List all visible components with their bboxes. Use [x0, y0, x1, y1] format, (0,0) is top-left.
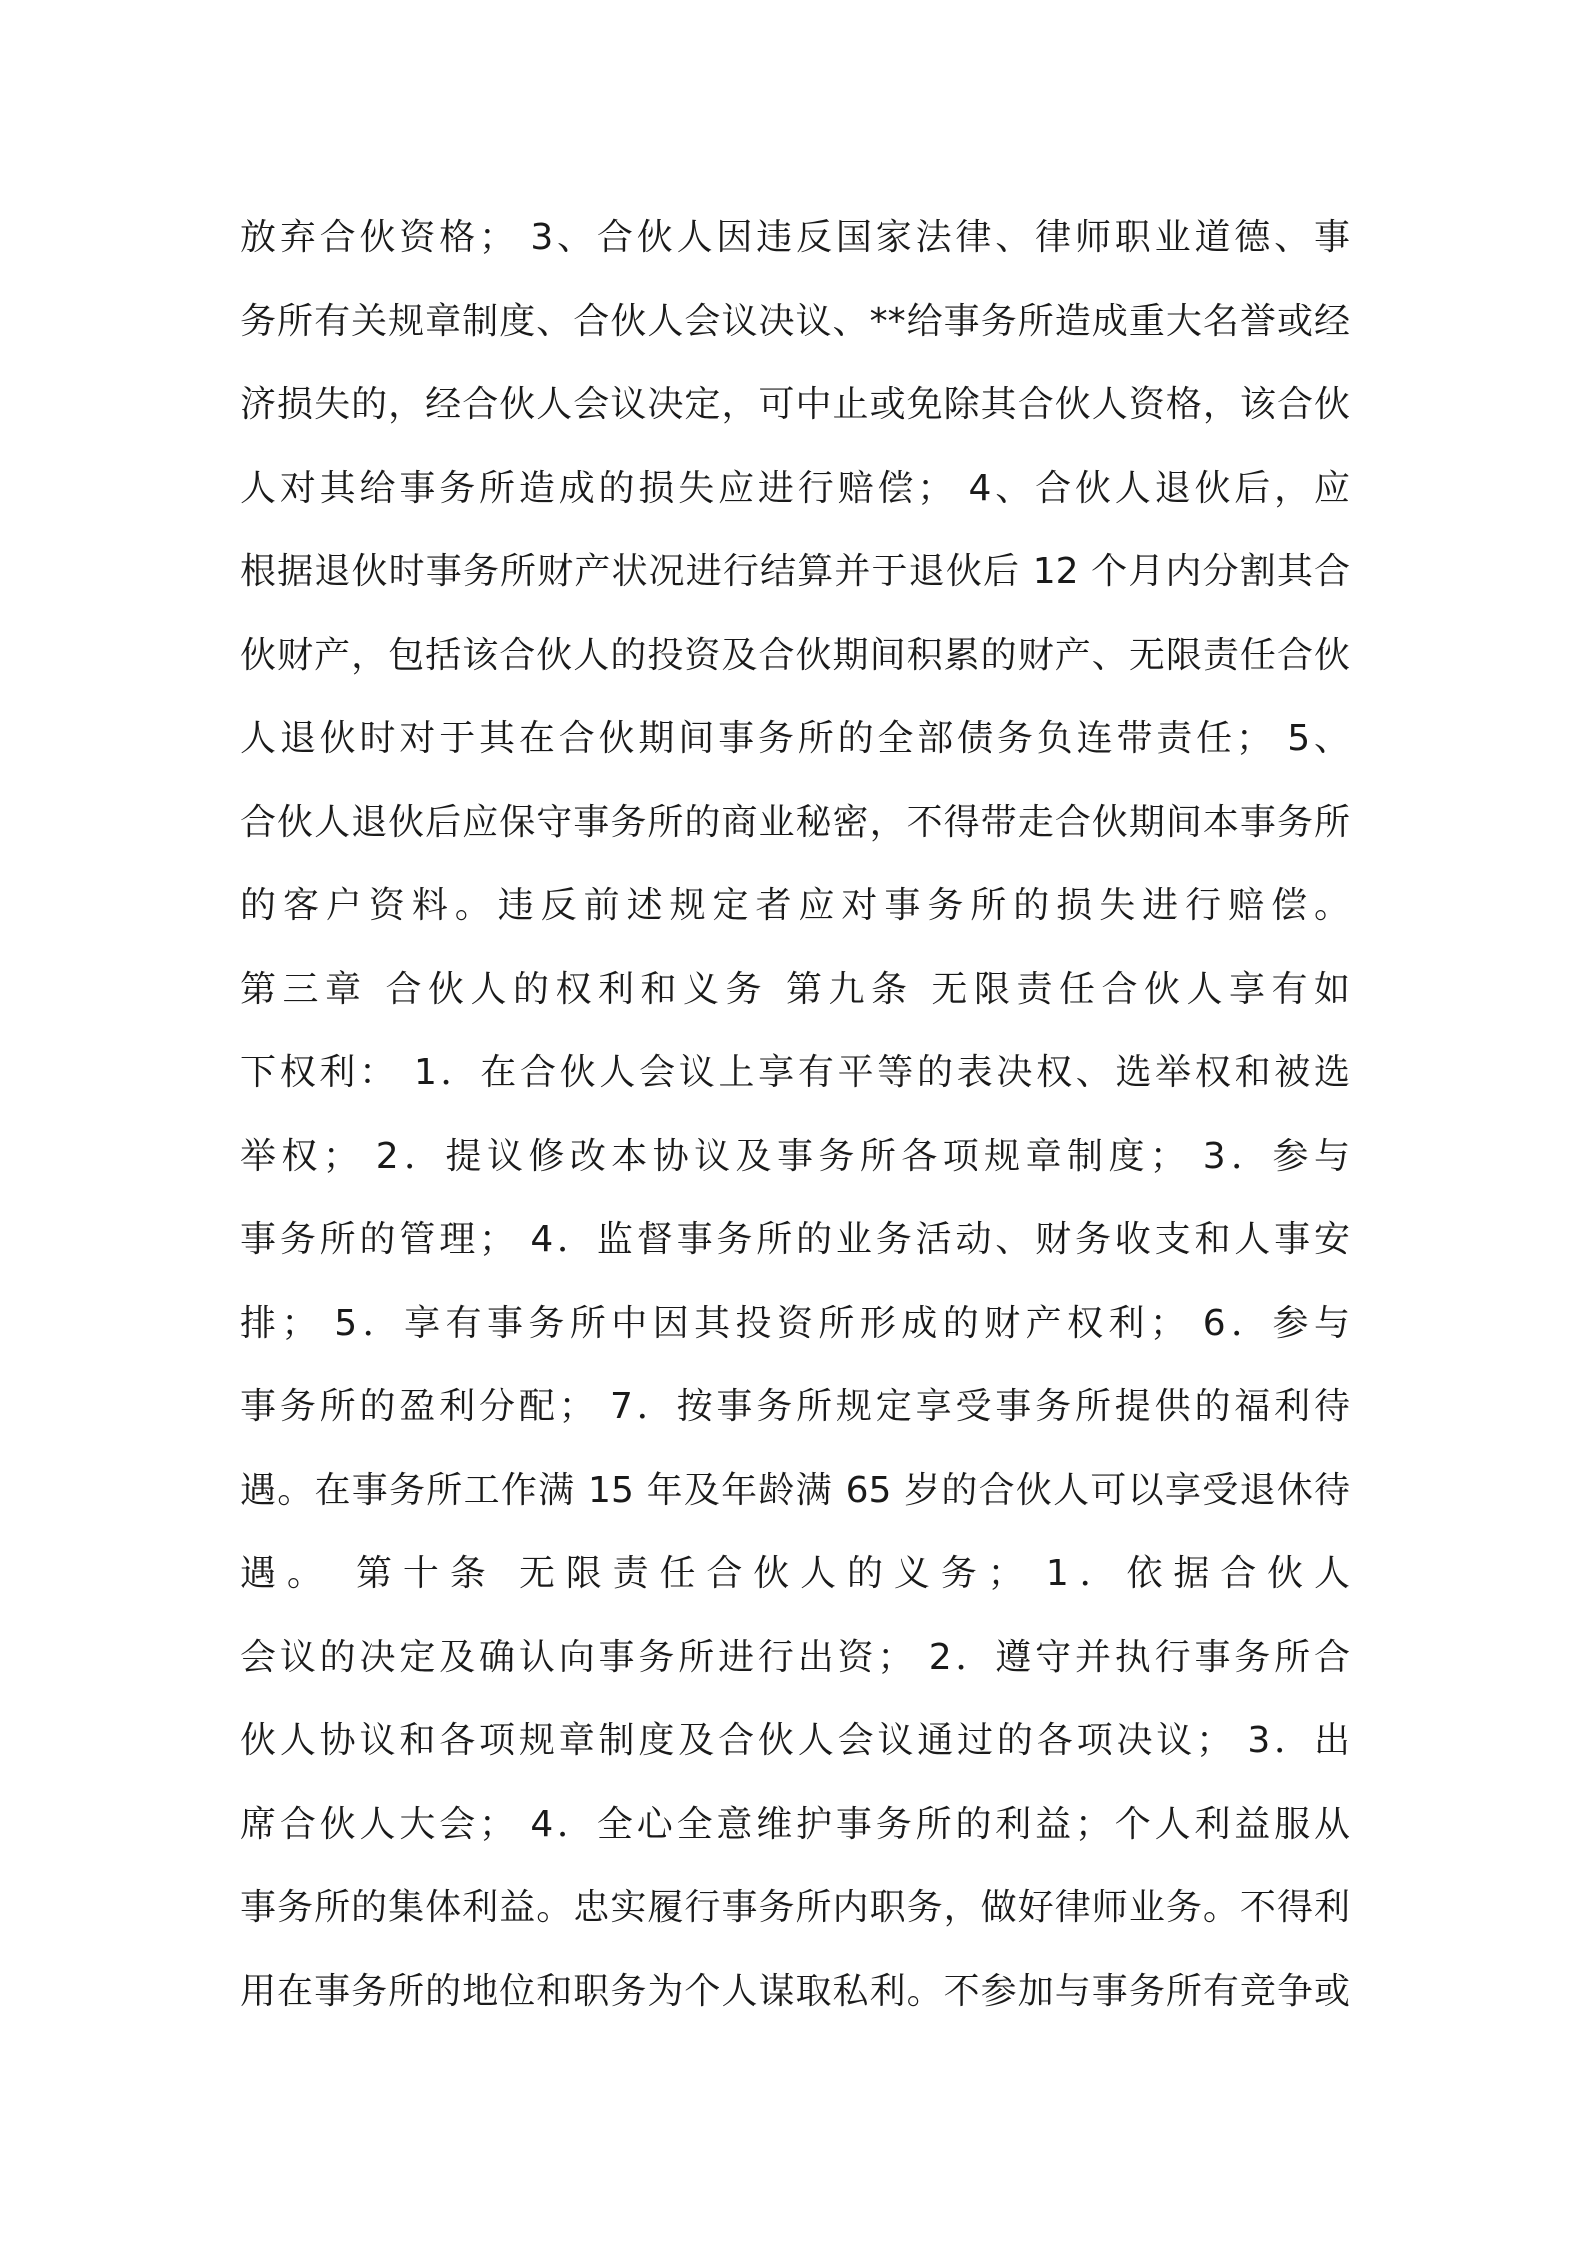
text-line: 事务所的集体利益。忠实履行事务所内职务，做好律师业务。不得利: [240, 1887, 1350, 1928]
text-line: 伙人协议和各项规章制度及合伙人会议通过的各项决议； 3．出: [240, 1720, 1350, 1761]
text-line: 放弃合伙资格； 3、合伙人因违反国家法律、律师职业道德、事: [240, 217, 1350, 258]
text-line: 用在事务所的地位和职务为个人谋取私利。不参加与事务所有竞争或: [240, 1970, 1350, 2012]
text-line: 下权利： 1．在合伙人会议上享有平等的表决权、选举权和被选: [240, 1052, 1350, 1093]
text-line: 席合伙人大会； 4．全心全意维护事务所的利益；个人利益服从: [240, 1803, 1350, 1845]
text-line: 伙财产，包括该合伙人的投资及合伙期间积累的财产、无限责任合伙: [240, 634, 1350, 676]
text-line: 人退伙时对于其在合伙期间事务所的全部债务负连带责任； 5、: [240, 718, 1350, 759]
text-line: 合伙人退伙后应保守事务所的商业秘密，不得带走合伙期间本事务所: [240, 801, 1350, 843]
text-line: 务所有关规章制度、合伙人会议决议、**给事务所造成重大名誉或经: [240, 300, 1350, 342]
document-body: [240, 196, 1350, 2033]
text-line: 会议的决定及确认向事务所进行出资； 2．遵守并执行事务所合: [240, 1636, 1350, 1678]
text-line: 根据退伙时事务所财产状况进行结算并于退伙后 12 个月内分割其合: [240, 551, 1350, 592]
text-line: 遇。在事务所工作满 15 年及年龄满 65 岁的合伙人可以享受退休待: [240, 1469, 1350, 1511]
text-line: 排； 5．享有事务所中因其投资所形成的财产权利； 6．参与: [240, 1302, 1350, 1344]
text-line: 的客户资料。违反前述规定者应对事务所的损失进行赔偿。: [240, 885, 1350, 926]
text-line: 事务所的管理； 4．监督事务所的业务活动、财务收支和人事安: [240, 1219, 1350, 1260]
text-line: 事务所的盈利分配； 7．按事务所规定享受事务所提供的福利待: [240, 1386, 1350, 1427]
text-line: 第三章 合伙人的权利和义务 第九条 无限责任合伙人享有如: [240, 968, 1350, 1010]
text-line: 济损失的，经合伙人会议决定，可中止或免除其合伙人资格，该合伙: [240, 384, 1350, 425]
text-line: 遇。 第十条 无限责任合伙人的义务； 1．依据合伙人: [240, 1553, 1350, 1594]
text-line: 人对其给事务所造成的损失应进行赔偿； 4、合伙人退伙后，应: [240, 467, 1350, 509]
text-line: 举权； 2．提议修改本协议及事务所各项规章制度； 3．参与: [240, 1135, 1350, 1177]
